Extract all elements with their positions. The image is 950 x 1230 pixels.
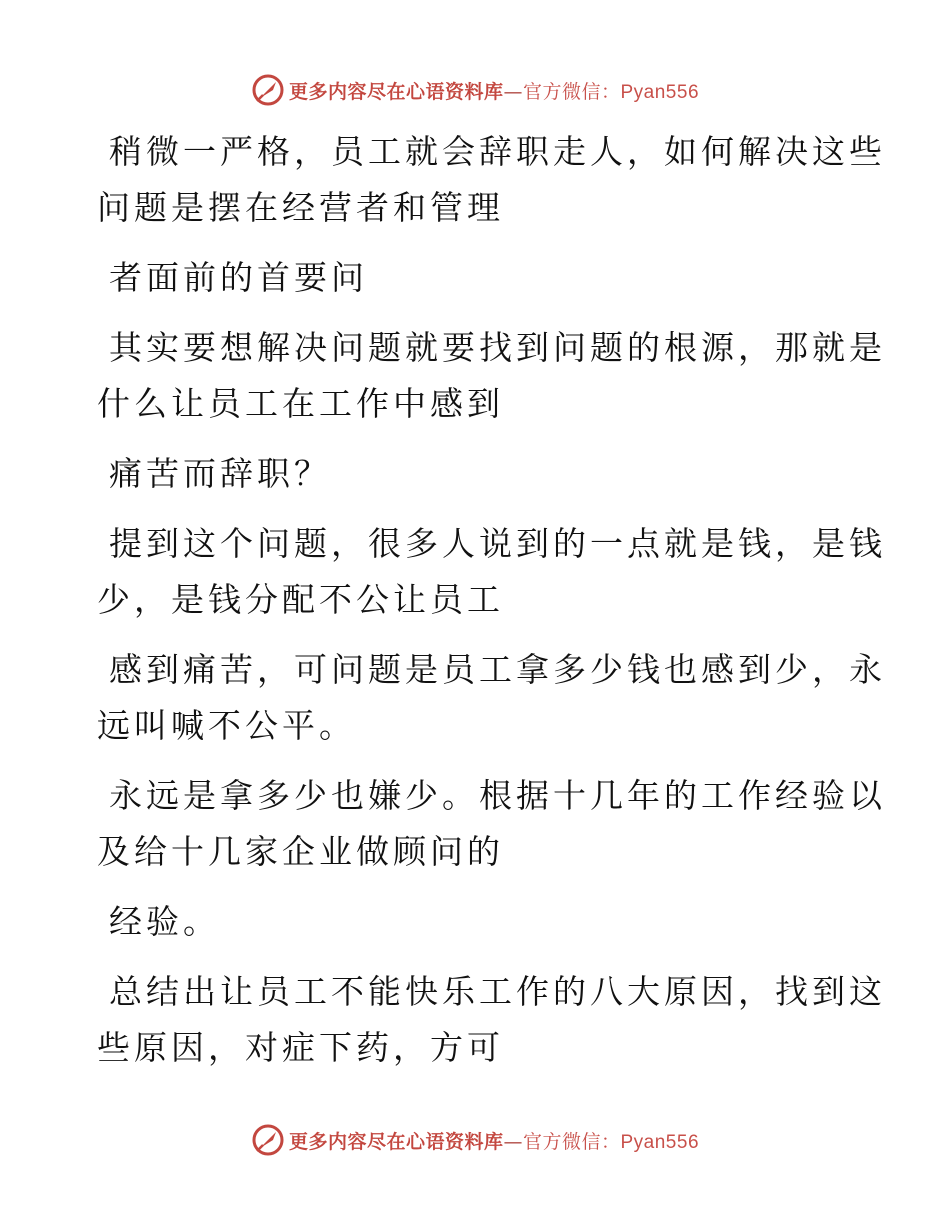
header-separator: — <box>503 80 523 103</box>
paragraph-line: 提到这个问题，很多人说到的一点就是钱，是钱 <box>109 524 886 563</box>
header-site-text: 更多内容尽在心语资料库 <box>288 80 504 103</box>
paragraph-line: 其实要想解决问题就要找到问题的根源，那就是 <box>109 328 886 367</box>
document-body <box>97 124 886 1090</box>
quill-logo-icon <box>251 73 285 107</box>
paragraph-1 <box>97 124 886 236</box>
paragraph-3 <box>97 320 886 432</box>
paragraph-line: 永远是拿多少也嫌少。根据十几年的工作经验以 <box>109 776 886 815</box>
header-banner <box>0 70 950 110</box>
paragraph-2 <box>97 250 837 306</box>
paragraph-line: 什么让员工在工作中感到 <box>97 384 504 423</box>
footer-wechat-id: Pyan556 <box>620 1131 700 1153</box>
paragraph-8 <box>97 894 837 950</box>
quill-logo-icon <box>251 1123 285 1157</box>
paragraph-line: 远叫喊不公平。 <box>97 706 356 745</box>
paragraph-line: 感到痛苦，可问题是员工拿多少钱也感到少，永 <box>109 650 886 689</box>
paragraph-7 <box>97 768 886 880</box>
footer-banner-text <box>289 1127 699 1154</box>
header-wechat-label: 官方微信： <box>522 80 621 103</box>
paragraph-line: 痛苦而辞职？ <box>109 454 331 493</box>
paragraph-line: 及给十几家企业做顾问的 <box>97 832 504 871</box>
header-wechat-id: Pyan556 <box>620 81 700 103</box>
paragraph-line: 少，是钱分配不公让员工 <box>97 580 504 619</box>
footer-site-text: 更多内容尽在心语资料库 <box>288 1130 504 1153</box>
footer-wechat-label: 官方微信： <box>522 1130 621 1153</box>
header-banner-text <box>289 77 699 104</box>
paragraph-line: 经验。 <box>109 902 220 941</box>
paragraph-6 <box>97 642 886 754</box>
paragraph-line: 些原因，对症下药，方可 <box>97 1028 504 1067</box>
footer-separator: — <box>503 1130 523 1153</box>
paragraph-line: 问题是摆在经营者和管理 <box>97 188 504 227</box>
paragraph-line: 稍微一严格，员工就会辞职走人，如何解决这些 <box>109 132 886 171</box>
paragraph-9 <box>97 964 886 1076</box>
footer-banner <box>0 1120 950 1160</box>
paragraph-5 <box>97 516 886 628</box>
paragraph-4 <box>97 446 837 502</box>
paragraph-line: 总结出让员工不能快乐工作的八大原因，找到这 <box>109 972 886 1011</box>
paragraph-line: 者面前的首要问 <box>109 258 368 297</box>
